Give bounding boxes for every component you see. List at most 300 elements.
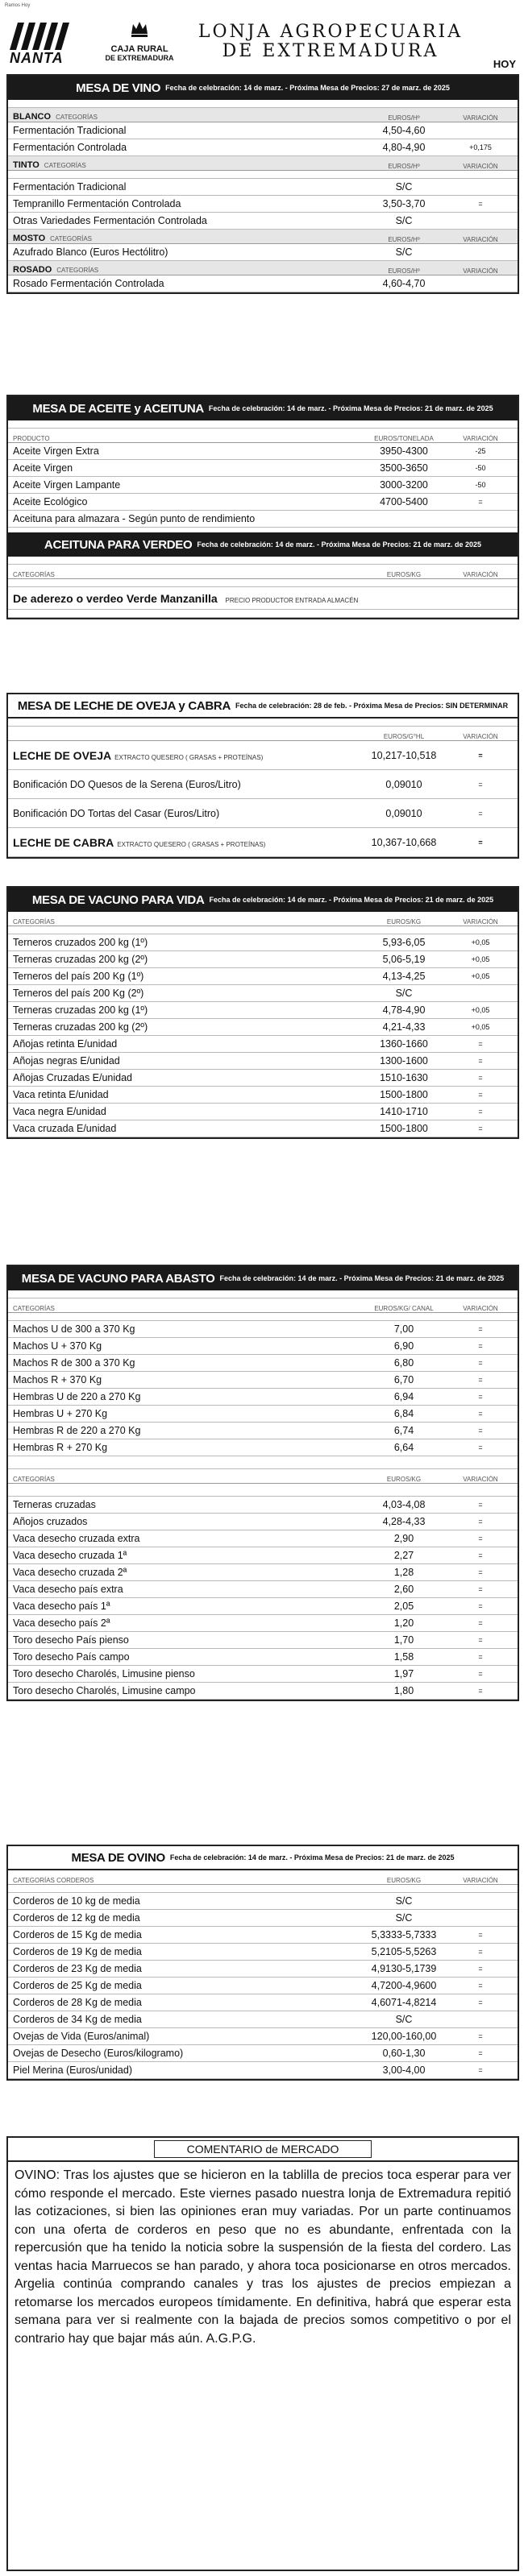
- row-label: Terneros del país 200 Kg (1º): [13, 971, 144, 982]
- ovino-cat-label: CATEGORÍAS CORDEROS: [13, 1877, 94, 1884]
- row-value: S/C: [395, 246, 413, 258]
- table-row: [8, 1615, 518, 1632]
- vacuno-vida-unit-label: EUROS/KG: [386, 918, 422, 926]
- verdeo-row-note: PRECIO PRODUCTOR ENTRADA ALMACÉN: [225, 596, 359, 604]
- row-value: 0,60-1,30: [382, 2048, 426, 2059]
- row-value: 10,217-10,518: [371, 749, 437, 761]
- aceite-unit-label: EUROS/TONELADA: [374, 435, 434, 442]
- ovino-title: MESA DE OVINO: [71, 1850, 165, 1865]
- row-label: Hembras U de 220 a 270 Kg: [13, 1391, 141, 1402]
- row-variation: =: [478, 1931, 483, 1939]
- row-variation: =: [478, 1040, 483, 1048]
- row-value: 1510-1630: [380, 1072, 428, 1083]
- section-cat: CATEGORÍAS: [56, 114, 98, 121]
- aceite-titlebar: [8, 396, 518, 420]
- spacer: [8, 719, 518, 727]
- table-row: [8, 1632, 518, 1649]
- caja-rural-line2: DE EXTREMADURA: [105, 54, 174, 62]
- nanta-word: NANTA: [10, 50, 64, 66]
- verdeo-titlebar: [8, 532, 518, 557]
- table-row: [8, 460, 518, 477]
- table-row: [8, 213, 518, 230]
- caja-rural-logo: [95, 18, 184, 66]
- comentario-titlebar: [8, 2138, 518, 2162]
- vino-body: [8, 108, 518, 292]
- vacuno-abasto-cat-label: CATEGORÍAS: [13, 1305, 55, 1312]
- row-label: Machos U de 300 a 370 Kg: [13, 1323, 135, 1335]
- row-variation: =: [478, 1501, 483, 1509]
- row-variation: =: [478, 498, 483, 506]
- table-row: [8, 477, 518, 494]
- row-variation: =: [478, 1518, 483, 1526]
- row-variation: =: [478, 2066, 483, 2074]
- table-row: [8, 1893, 518, 1910]
- row-value: 1300-1600: [380, 1055, 428, 1066]
- table-row: [8, 1649, 518, 1666]
- table-row: [8, 1530, 518, 1547]
- vacuno-abasto-cat2-label: CATEGORÍAS: [13, 1476, 55, 1483]
- table-row: [8, 2045, 518, 2062]
- row-value: 4,13-4,25: [382, 971, 426, 982]
- table-row: [8, 1087, 518, 1104]
- row-note: EXTRACTO QUESERO ( GRASAS + PROTEÍNAS): [117, 840, 266, 848]
- row-label: Fermentación Tradicional: [13, 181, 127, 193]
- nanta-logo: [6, 19, 87, 66]
- section-header: [8, 230, 518, 244]
- row-value: 10,367-10,668: [371, 836, 437, 848]
- table-row: [8, 1070, 518, 1087]
- row-variation: =: [478, 809, 483, 818]
- table-row: [8, 275, 518, 292]
- leche-table: [6, 693, 519, 859]
- row-variation: =: [478, 1057, 483, 1065]
- row-label: Vaca desecho país 1ª: [13, 1601, 110, 1612]
- vacuno-vida-header: [8, 912, 518, 926]
- comentario-text: OVINO: Tras los ajustes que se hicieron en la tablilla de precios toca esperar para ver cómo responde el mercado. Este viernes pasado nuestra lonja de Extremadura repitió las cotizaciones, si bien las opiniones eran muy variadas. Por un parte continuamos con una oferta de corderos en peso que no es abundante, enfrentada con la repercusión que ha tenido la noticia sobre la suspensión de la fiesta del cordero. Las ventas hacia Marruecos se han parado, y ahora toca posicionarse en otros mercados. Argelia continúa comprando canales y tras los ajustes de precios empiezan a retomarse los mercados europeos tímidamente. En definitiva, habrá que esperar esta semana para ver si realmente con la bajada de precios somos competitivo o por el contrario hay que bajar más aún. A.G.P.G.: [15, 2168, 511, 2346]
- vacuno-vida-table: [6, 886, 519, 1139]
- row-label: Hembras R de 220 a 270 Kg: [13, 1425, 141, 1436]
- row-label: Fermentación Tradicional: [13, 125, 127, 136]
- section-unit: EUROS/Hº: [388, 267, 420, 275]
- table-row: [8, 1994, 518, 2011]
- ovino-var-label: VARIACIÓN: [463, 1877, 498, 1884]
- table-row: [8, 1683, 518, 1700]
- verdeo-unit-label: EUROS/KG: [386, 571, 422, 578]
- row-label: Toro desecho País campo: [13, 1651, 130, 1663]
- row-value: 5,3333-5,7333: [371, 1929, 437, 1940]
- row-label: Corderos de 28 Kg de media: [13, 1997, 142, 2008]
- row-variation: =: [478, 1427, 483, 1435]
- row-note: EXTRACTO QUESERO ( GRASAS + PROTEÍNAS): [114, 753, 264, 761]
- table-row: [8, 1598, 518, 1615]
- section-name: ROSADO: [13, 265, 52, 275]
- row-variation: +0,05: [471, 1023, 490, 1031]
- row-variation: =: [478, 1443, 483, 1452]
- row-variation: =: [478, 2032, 483, 2040]
- nanta-symbol-icon: [6, 19, 79, 52]
- ovino-subtitle: Fecha de celebración: 14 de marz. - Próxima Mesa de Precios: 21 de marz. de 2025: [169, 1853, 455, 1862]
- row-label: Bonificación DO Tortas del Casar (Euros/Litro): [13, 807, 220, 819]
- section-cat: CATEGORÍAS: [56, 267, 99, 274]
- row-value: 3,50-3,70: [382, 198, 426, 209]
- row-value: 1,80: [393, 1685, 414, 1696]
- row-label: Vaca negra E/unidad: [13, 1106, 106, 1117]
- leche-subtitle: Fecha de celebración: 28 de feb. - Próxima Mesa de Precios: SIN DETERMINAR: [235, 702, 509, 710]
- row-label: Ovejas de Vida (Euros/animal): [13, 2031, 150, 2042]
- row-variation: =: [478, 1551, 483, 1559]
- row-value: 4,60-4,70: [382, 278, 426, 289]
- row-value: 1,58: [393, 1651, 414, 1663]
- table-row: [8, 1547, 518, 1564]
- table-row: [8, 1910, 518, 1927]
- spacer: [8, 1313, 518, 1321]
- row-label: Machos U + 370 Kg: [13, 1340, 102, 1352]
- row-label: Vaca retinta E/unidad: [13, 1089, 109, 1100]
- vacuno-abasto-var2-label: VARIACIÓN: [463, 1476, 498, 1483]
- verdeo-row-label: De aderezo o verdeo Verde Manzanilla: [13, 591, 218, 605]
- row-variation: =: [478, 1965, 483, 1973]
- table-row: [8, 1120, 518, 1137]
- comentario-box: [6, 2136, 519, 2571]
- row-variation: +0,05: [471, 1006, 490, 1014]
- table-row: [8, 139, 518, 156]
- spacer: [8, 1456, 518, 1469]
- row-value: 3950-4300: [380, 445, 428, 457]
- table-row: [8, 934, 518, 951]
- verdeo-subtitle: Fecha de celebración: 14 de marz. - Próxima Mesa de Precios: 21 de marz. de 2025: [197, 540, 482, 549]
- crown-icon: [129, 18, 150, 39]
- row-value: 6,64: [393, 1442, 414, 1453]
- row-value: 6,70: [393, 1374, 414, 1385]
- row-value: 4,28-4,33: [382, 1516, 426, 1527]
- vacuno-vida-titlebar: [8, 888, 518, 912]
- section-header: [8, 108, 518, 122]
- vacuno-vida-rows: [8, 934, 518, 1137]
- table-row: [8, 443, 518, 460]
- vacuno-abasto-unit-label: EUROS/KG/ CANAL: [374, 1305, 434, 1312]
- row-label: Machos R de 300 a 370 Kg: [13, 1357, 135, 1369]
- verdeo-row: [8, 587, 518, 610]
- aceite-subtitle: Fecha de celebración: 14 de marz. - Próxima Mesa de Precios: 21 de marz. de 2025: [208, 404, 493, 412]
- row-label: Añojas retinta E/unidad: [13, 1038, 118, 1050]
- row-value: S/C: [395, 181, 413, 193]
- section-name: MOSTO: [13, 234, 46, 243]
- row-label: Aceite Virgen: [13, 462, 73, 474]
- section-var: VARIACIÓN: [463, 236, 498, 243]
- row-value: 1500-1800: [380, 1089, 428, 1100]
- row-variation: -50: [475, 464, 486, 472]
- row-label: Rosado Fermentación Controlada: [13, 278, 164, 289]
- row-label: Vaca desecho cruzada 2ª: [13, 1567, 127, 1578]
- row-label: Aceite Ecológico: [13, 496, 88, 507]
- row-label: Toro desecho Charolés, Limusine pienso: [13, 1668, 195, 1679]
- row-variation: =: [478, 751, 483, 760]
- row-label: Corderos de 12 kg de media: [13, 1912, 140, 1924]
- aceite-var-label: VARIACIÓN: [463, 435, 498, 442]
- row-variation: =: [478, 1670, 483, 1678]
- vacuno-vida-var-label: VARIACIÓN: [463, 918, 498, 926]
- row-label: Corderos de 25 Kg de media: [13, 1980, 142, 1991]
- section-cat: CATEGORÍAS: [50, 235, 92, 242]
- row-variation: -50: [475, 481, 486, 489]
- leche-header: [8, 727, 518, 741]
- vacuno-abasto-subtitle: Fecha de celebración: 14 de marz. - Próxima Mesa de Precios: 21 de marz. de 2025: [219, 1274, 505, 1282]
- row-label: Corderos de 23 Kg de media: [13, 1963, 142, 1974]
- comentario-title: COMENTARIO de MERCADO: [154, 2140, 372, 2158]
- vacuno-abasto-header-2: [8, 1469, 518, 1484]
- table-row: [8, 1372, 518, 1389]
- row-label: Aceite Virgen Extra: [13, 445, 99, 457]
- row-value: 4,21-4,33: [382, 1021, 426, 1033]
- vacuno-abasto-unit2-label: EUROS/KG: [386, 1476, 422, 1483]
- row-label: Bonificación DO Quesos de la Serena (Euros/Litro): [13, 778, 241, 790]
- row-variation: =: [478, 1982, 483, 1990]
- vino-table: [6, 74, 519, 294]
- row-variation: =: [478, 2049, 483, 2057]
- ovino-table: [6, 1845, 519, 2081]
- table-row: [8, 511, 518, 528]
- row-value: 1500-1800: [380, 1123, 428, 1134]
- aceite-cat-label: PRODUCTO: [13, 435, 50, 442]
- row-label: Añojos cruzados: [13, 1516, 88, 1527]
- table-row: [8, 494, 518, 511]
- table-row: [8, 1389, 518, 1406]
- row-label: LECHE DE OVEJA EXTRACTO QUESERO ( GRASAS + PROTEÍNAS): [13, 748, 264, 762]
- table-row: [8, 1581, 518, 1598]
- row-value: S/C: [395, 988, 413, 999]
- spacer: [8, 579, 518, 587]
- row-label: Vaca desecho cruzada 1ª: [13, 1550, 127, 1561]
- table-row: [8, 244, 518, 261]
- verdeo-var-label: VARIACIÓN: [463, 571, 498, 578]
- row-variation: =: [478, 1636, 483, 1644]
- row-value: 1,28: [393, 1567, 414, 1578]
- row-value: S/C: [395, 215, 413, 226]
- row-label: Corderos de 19 Kg de media: [13, 1946, 142, 1957]
- table-row: [8, 770, 518, 799]
- table-row: [8, 1666, 518, 1683]
- row-label: Corderos de 15 Kg de media: [13, 1929, 142, 1940]
- row-label: Añojas negras E/unidad: [13, 1055, 120, 1066]
- spacer: [8, 171, 518, 179]
- table-row: [8, 2011, 518, 2028]
- row-value: 6,94: [393, 1391, 414, 1402]
- row-value: 1,20: [393, 1617, 414, 1629]
- table-row: [8, 1514, 518, 1530]
- row-value: 4,7200-4,9600: [371, 1980, 437, 1991]
- row-variation: -25: [475, 447, 486, 455]
- row-variation: =: [478, 1534, 483, 1543]
- row-label: Vaca desecho país extra: [13, 1584, 123, 1595]
- page-title: LONJA AGROPECUARIA DE EXTREMADURA: [198, 22, 464, 61]
- row-variation: =: [478, 1602, 483, 1610]
- row-variation: =: [478, 1393, 483, 1401]
- row-value: 6,74: [393, 1425, 414, 1436]
- row-label: Terneras cruzadas 200 kg (2º): [13, 1021, 148, 1033]
- row-label: Toro desecho Charolés, Limusine campo: [13, 1685, 196, 1696]
- row-value: 5,06-5,19: [382, 954, 426, 965]
- row-value: 2,27: [393, 1550, 414, 1561]
- row-value: 120,00-160,00: [371, 2031, 437, 2042]
- row-value: 4,50-4,60: [382, 125, 426, 136]
- row-value: 4,9130-5,1739: [371, 1963, 437, 1974]
- row-label: Terneras cruzadas: [13, 1499, 96, 1510]
- row-label: Vaca desecho cruzada extra: [13, 1533, 140, 1544]
- section-name: TINTO: [13, 160, 40, 170]
- row-variation: =: [478, 1359, 483, 1367]
- spacer: [8, 1290, 518, 1298]
- row-value: 0,09010: [385, 778, 422, 790]
- row-value: 1410-1710: [380, 1106, 428, 1117]
- row-variation: +0,05: [471, 938, 490, 946]
- row-variation: =: [478, 780, 483, 789]
- row-variation: =: [478, 1585, 483, 1593]
- leche-unit-label: EUROS/G°HL: [383, 733, 425, 740]
- row-variation: =: [478, 1619, 483, 1627]
- ovino-header: [8, 1870, 518, 1885]
- table-row: [8, 2028, 518, 2045]
- verdeo-header: [8, 565, 518, 579]
- row-value: 6,84: [393, 1408, 414, 1419]
- table-row: [8, 1497, 518, 1514]
- hoy-logo: HOY: [493, 58, 516, 70]
- vacuno-abasto-title: MESA DE VACUNO PARA ABASTO: [21, 1271, 215, 1286]
- row-variation: +0,175: [469, 143, 492, 151]
- row-label: LECHE DE CABRA EXTRACTO QUESERO ( GRASAS + PROTEÍNAS): [13, 835, 266, 849]
- vacuno-abasto-titlebar: [8, 1266, 518, 1290]
- row-variation: +0,05: [471, 955, 490, 963]
- row-value: S/C: [395, 2014, 413, 2025]
- row-value: 2,60: [393, 1584, 414, 1595]
- table-row: [8, 1927, 518, 1944]
- table-row: [8, 1978, 518, 1994]
- section-var: VARIACIÓN: [463, 267, 498, 275]
- row-variation: =: [478, 1124, 483, 1133]
- row-value: 4,78-4,90: [382, 1004, 426, 1016]
- ovino-titlebar: [8, 1846, 518, 1870]
- table-row: [8, 968, 518, 985]
- row-label: Terneras cruzadas 200 kg (2º): [13, 954, 148, 965]
- row-value: 2,90: [393, 1533, 414, 1544]
- row-value: S/C: [395, 1895, 413, 1907]
- vino-titlebar: [8, 76, 518, 100]
- row-variation: =: [478, 1376, 483, 1384]
- row-label: Corderos de 34 Kg de media: [13, 2014, 142, 2025]
- row-value: 7,00: [393, 1323, 414, 1335]
- table-row: [8, 741, 518, 770]
- row-value: 6,90: [393, 1340, 414, 1352]
- leche-titlebar: [8, 694, 518, 719]
- table-row: [8, 1019, 518, 1036]
- spacer: [8, 926, 518, 934]
- row-label: Piel Merina (Euros/unidad): [13, 2065, 132, 2076]
- row-value: 5,93-6,05: [382, 937, 426, 948]
- vacuno-abasto-header: [8, 1298, 518, 1313]
- row-variation: +0,05: [471, 972, 490, 980]
- table-row: [8, 951, 518, 968]
- row-label: Ovejas de Desecho (Euros/kilogramo): [13, 2048, 184, 2059]
- row-value: 3500-3650: [380, 462, 428, 474]
- section-var: VARIACIÓN: [463, 114, 498, 122]
- aceite-header: [8, 429, 518, 443]
- row-label: Machos R + 370 Kg: [13, 1374, 102, 1385]
- row-value: 1,70: [393, 1634, 414, 1646]
- row-value: 0,09010: [385, 807, 422, 819]
- top-mark: Ramos Hoy: [5, 3, 31, 8]
- spacer: [8, 1885, 518, 1893]
- row-variation: =: [478, 200, 483, 208]
- row-label: Hembras R + 270 Kg: [13, 1442, 108, 1453]
- section-header: [8, 156, 518, 171]
- vacuno-abasto-var-label: VARIACIÓN: [463, 1305, 498, 1312]
- table-row: [8, 1961, 518, 1978]
- table-row: [8, 1423, 518, 1439]
- row-value: 4700-5400: [380, 496, 428, 507]
- table-row: [8, 799, 518, 828]
- row-variation: =: [478, 1325, 483, 1333]
- table-row: [8, 985, 518, 1002]
- row-variation: =: [478, 1948, 483, 1956]
- row-value: 4,80-4,90: [382, 142, 426, 153]
- caja-rural-line1: CAJA RURAL: [110, 44, 168, 54]
- row-value: 3000-3200: [380, 479, 428, 491]
- aceite-rows: [8, 443, 518, 528]
- leche-rows: [8, 741, 518, 857]
- row-variation: =: [478, 838, 483, 847]
- leche-title: MESA DE LECHE DE OVEJA y CABRA: [17, 698, 231, 713]
- row-value: 4,6071-4,8214: [371, 1997, 437, 2008]
- row-value: 1,97: [393, 1668, 414, 1679]
- row-label: Vaca desecho país 2ª: [13, 1617, 110, 1629]
- spacer: [8, 100, 518, 108]
- leche-var-label: VARIACIÓN: [463, 733, 498, 740]
- vacuno-vida-cat-label: CATEGORÍAS: [13, 918, 55, 926]
- row-value: 3,00-4,00: [382, 2065, 426, 2076]
- vacuno-abasto-rows-2: [8, 1497, 518, 1700]
- row-label: Hembras U + 270 Kg: [13, 1408, 108, 1419]
- vino-subtitle: Fecha de celebración: 14 de marz. - Próxima Mesa de Precios: 27 de marz. de 2025: [165, 84, 450, 92]
- verdeo-title: ACEITUNA PARA VERDEO: [44, 537, 193, 552]
- row-label: Terneros cruzados 200 kg (1º): [13, 937, 148, 948]
- row-variation: =: [478, 1091, 483, 1099]
- table-row: [8, 1564, 518, 1581]
- vacuno-vida-title: MESA DE VACUNO PARA VIDA: [31, 892, 205, 907]
- row-variation: =: [478, 1342, 483, 1350]
- row-value: 5,2105-5,5263: [371, 1946, 437, 1957]
- row-value: 6,80: [393, 1357, 414, 1369]
- row-label: Aceite Virgen Lampante: [13, 479, 121, 491]
- section-unit: EUROS/Hº: [388, 236, 420, 243]
- row-label: Otras Variedades Fermentación Controlada: [13, 215, 207, 226]
- row-value: 4,03-4,08: [382, 1499, 426, 1510]
- section-unit: EUROS/Hº: [388, 114, 420, 122]
- section-var: VARIACIÓN: [463, 163, 498, 170]
- table-row: [8, 1053, 518, 1070]
- row-variation: =: [478, 1653, 483, 1661]
- table-row: [8, 2062, 518, 2079]
- page-header: [0, 14, 524, 71]
- vacuno-abasto-rows: [8, 1321, 518, 1456]
- row-label: Azufrado Blanco (Euros Hectólitro): [13, 246, 168, 258]
- table-row: [8, 196, 518, 213]
- row-variation: =: [478, 1687, 483, 1695]
- spacer: [8, 610, 518, 618]
- table-row: [8, 179, 518, 196]
- table-row: [8, 828, 518, 857]
- row-label: Vaca cruzada E/unidad: [13, 1123, 117, 1134]
- table-row: [8, 1355, 518, 1372]
- row-label: Añojas Cruzadas E/unidad: [13, 1072, 133, 1083]
